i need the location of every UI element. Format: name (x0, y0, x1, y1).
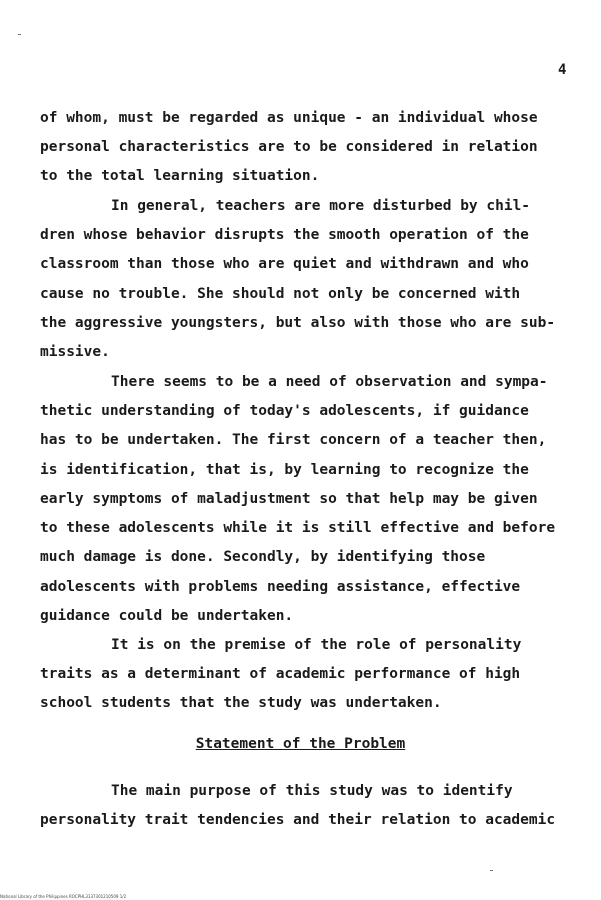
text-line-4: In general, teachers are more disturbed by chil- (111, 198, 531, 214)
section-heading-text: Statement of the Problem (195, 736, 406, 752)
margin-mark-top (18, 34, 21, 35)
text-line-13: is identification, that is, by learning to recognize the (40, 462, 529, 478)
text-line-23: personality trait tendencies and their relation to academic (40, 812, 556, 828)
text-line-21: school students that the study was undertaken. (40, 695, 442, 711)
text-line-11: thetic understanding of today's adolescents, if guidance (40, 403, 529, 419)
section-heading (0, 736, 601, 752)
page-number: 4 (558, 62, 567, 78)
text-line-1: of whom, must be regarded as unique - an individual whose (40, 110, 538, 126)
scan-footer: National Library of the Philippines ROCPHL3137301210509 1/2 (0, 894, 127, 899)
text-line-5: dren whose behavior disrupts the smooth operation of the (40, 227, 529, 243)
text-line-19: It is on the premise of the role of personality (111, 637, 522, 653)
margin-mark-bottom (490, 870, 493, 871)
text-line-8: the aggressive youngsters, but also with those who are sub- (40, 315, 556, 331)
text-line-6: classroom than those who are quiet and withdrawn and who (40, 256, 529, 272)
text-line-22: The main purpose of this study was to identify (111, 783, 513, 799)
text-line-18: guidance could be undertaken. (40, 608, 294, 624)
text-line-9: missive. (40, 344, 110, 360)
text-line-7: cause no trouble. She should not only be concerned with (40, 286, 521, 302)
text-line-2: personal characteristics are to be considered in relation (40, 139, 538, 155)
text-line-3: to the total learning situation. (40, 168, 320, 184)
text-line-10: There seems to be a need of observation and sympa- (111, 374, 548, 390)
text-line-20: traits as a determinant of academic performance of high (40, 666, 521, 682)
text-line-14: early symptoms of maladjustment so that help may be given (40, 491, 538, 507)
text-line-12: has to be undertaken. The first concern of a teacher then, (40, 432, 547, 448)
text-line-17: adolescents with problems needing assistance, effective (40, 579, 521, 595)
text-line-15: to these adolescents while it is still effective and before (40, 520, 556, 536)
text-line-16: much damage is done. Secondly, by identifying those (40, 549, 486, 565)
